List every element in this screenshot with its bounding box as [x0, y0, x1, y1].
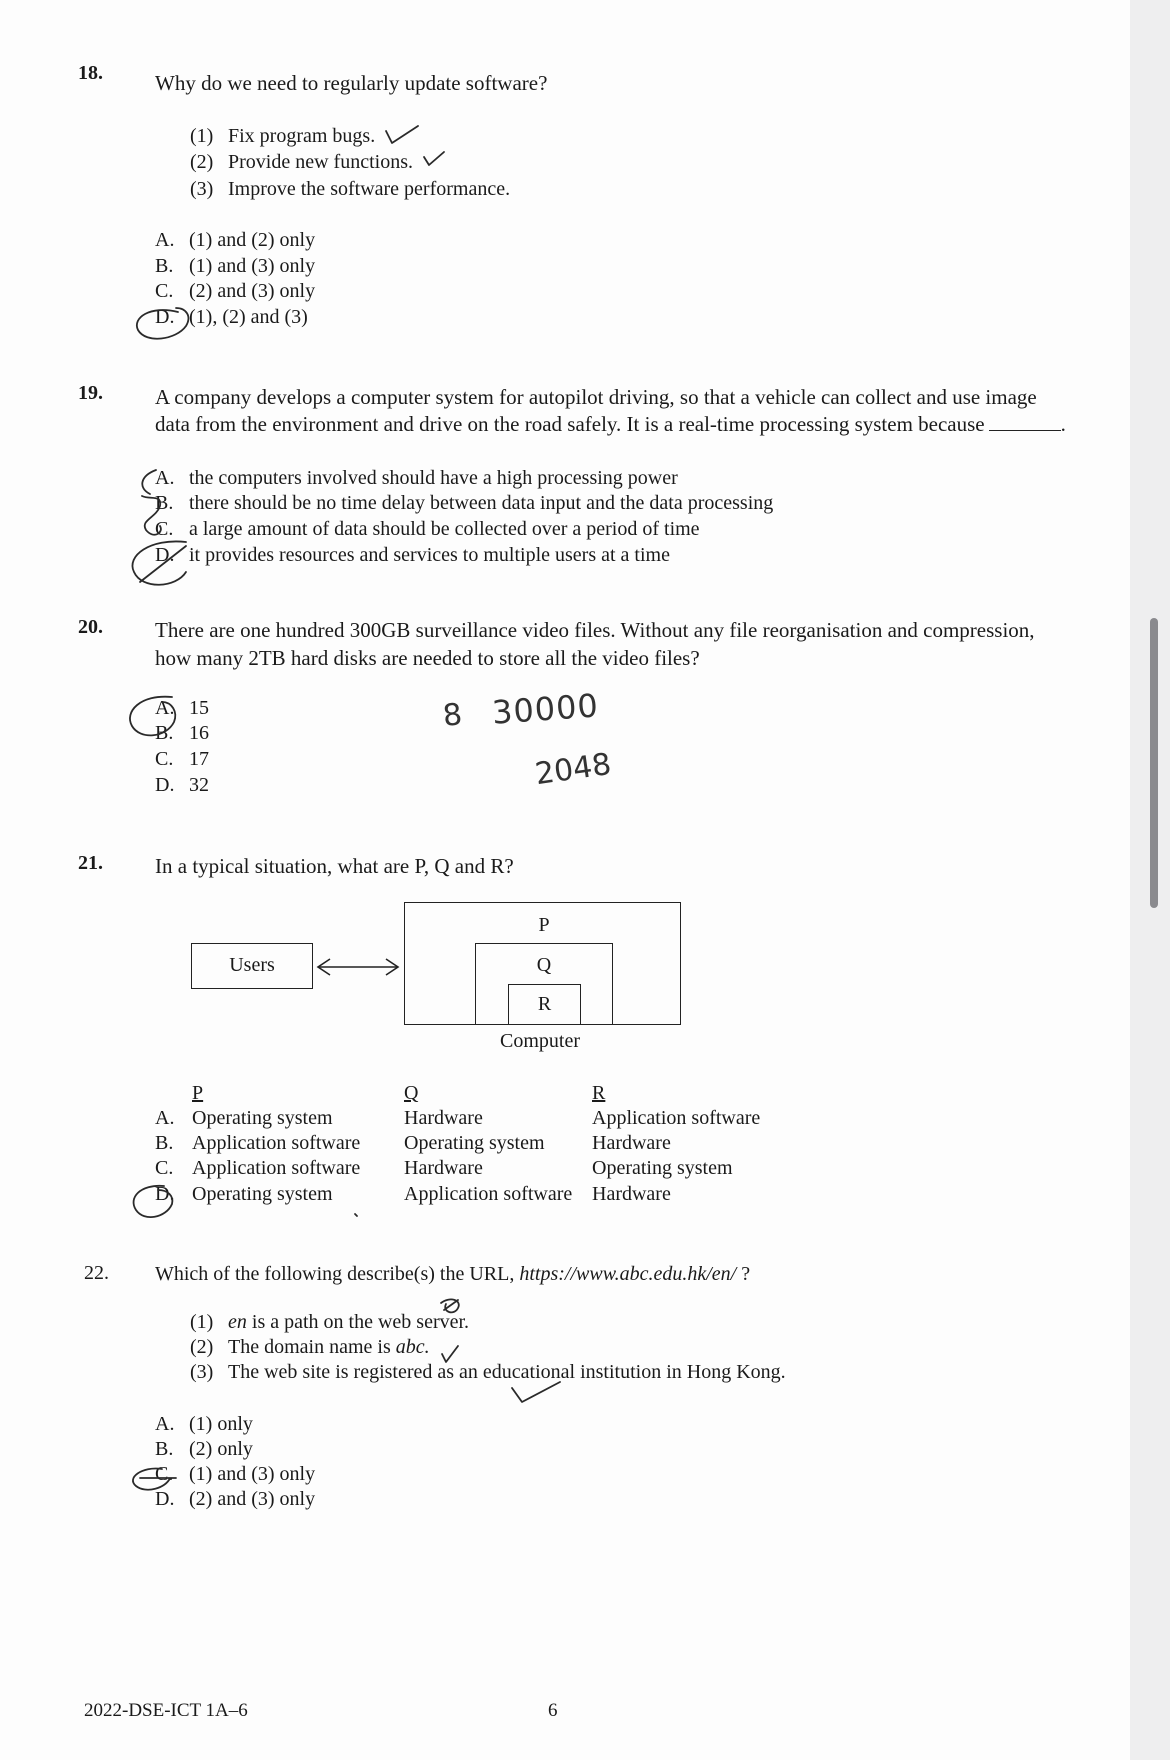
- check-mark-icon: [512, 1382, 560, 1402]
- option: C. (1) and (3) only: [155, 1463, 316, 1485]
- question-text: In a typical situation, what are P, Q and R?: [155, 854, 514, 878]
- question-text: There are one hundred 300GB surveillance video files. Without any file reorganisation and compression,: [155, 618, 1035, 642]
- option: B. there should be no time delay between data input and the data processing: [155, 492, 774, 514]
- option: C. 17: [155, 748, 209, 770]
- question-text: how many 2TB hard disks are needed to store all the video files?: [155, 646, 700, 670]
- url-text: https://www.abc.edu.hk/en/: [519, 1263, 737, 1285]
- question-number: 22.: [84, 1262, 109, 1284]
- option: A. 15: [155, 697, 209, 719]
- option: B. (2) only: [155, 1438, 253, 1460]
- users-box: Users: [191, 943, 313, 989]
- option: B. (1) and (3) only: [155, 255, 316, 277]
- column-header: Q: [404, 1082, 419, 1104]
- exam-page: 18. Why do we need to regularly update software? (1) Fix program bugs. (2) Provide new functions. (3) Improve the software performance. A. (1) and (2) only B. (1) and (3) only C. (2) and (3) only D. (1), (2) and (3) 19. A company develops a computer system for autopilot driving, so that a vehicle can collect and use image data from the environment and drive on the road safely. It is a real-time processing system because . A. the computers involved should have a high processing power B. there should be no time delay between data input and the data processing C. a large amount of data should be collected over a period of time D. it provides resources and services to multiple users at a time 20. There are one hundred 300GB surveillance video files. Without any file reorganisation and compression, how many 2TB hard disks are needed to store all the video files? A. 15 B. 16 C. 17 D. 32 8 30000 2048 21. In a typical situation, what are P, Q and R? Users P Q R Computer P Q R A. Operating system Hardware Application software B. Application software Operating system Hardware C. Application software Hardware Operating system D. Operating system Application software Hardware 22. Which of the following describe(s) the URL, https://www.abc.edu.hk/en/ ? (1) en is a path on the web server. (2) The domain name is abc. (3) The web site is registered as an educational institution in Hong Kong. A. (1) only B. (2) only C. (1) and (3) only D. (2) and (3) only 2022-DSE-ICT 1A–6 6: [0, 0, 1130, 1760]
- question-text: Which of the following describe(s) the URL, https://www.abc.edu.hk/en/ ?: [155, 1263, 751, 1285]
- r-box: R: [508, 984, 581, 1025]
- statement: (1) en is a path on the web server.: [190, 1311, 470, 1333]
- statement: (2) Provide new functions.: [190, 151, 413, 173]
- option: A. the computers involved should have a high processing power: [155, 467, 678, 489]
- option: D. 32: [155, 774, 209, 796]
- option: D. (1), (2) and (3): [155, 306, 308, 328]
- diagram-label-q: Q: [536, 954, 552, 976]
- column-header: P: [192, 1082, 204, 1104]
- question-text: data from the environment and drive on the road safely. It is a real-time processing system because .: [155, 412, 1066, 436]
- column-header: R: [592, 1082, 606, 1104]
- option: D. (2) and (3) only: [155, 1488, 316, 1510]
- ink-dot: [355, 1214, 357, 1216]
- option: D. it provides resources and services to multiple users at a time: [155, 544, 670, 566]
- option: C. a large amount of data should be collected over a period of time: [155, 518, 700, 540]
- option: B. 16: [155, 722, 209, 744]
- question-text: Why do we need to regularly update software?: [155, 71, 548, 95]
- check-mark-icon: [424, 152, 444, 165]
- question-number: 20.: [78, 616, 103, 638]
- statement: (3) Improve the software performance.: [190, 178, 511, 200]
- question-number: 19.: [78, 382, 103, 404]
- exam-code: 2022-DSE-ICT 1A–6: [84, 1700, 248, 1721]
- option: A. (1) only: [155, 1413, 253, 1435]
- statement: (1) Fix program bugs.: [190, 125, 376, 147]
- diagram-label-p: P: [538, 914, 550, 936]
- option: C. (2) and (3) only: [155, 280, 316, 302]
- scrollbar[interactable]: [1130, 0, 1170, 1760]
- scrollbar-thumb[interactable]: [1150, 618, 1158, 908]
- question-number: 18.: [78, 62, 103, 84]
- handwritten-note: 8: [441, 697, 464, 734]
- computer-label: Computer: [500, 1030, 580, 1052]
- handwritten-note: 2048: [532, 746, 614, 793]
- option: A. (1) and (2) only: [155, 229, 316, 251]
- check-mark-icon: [386, 126, 418, 143]
- statement: (3) The web site is registered as an educational institution in Hong Kong.: [190, 1361, 786, 1383]
- page-number: 6: [548, 1700, 558, 1721]
- question-number: 21.: [78, 852, 103, 874]
- question-text: A company develops a computer system for autopilot driving, so that a vehicle can collect and use image: [155, 385, 1037, 409]
- handwritten-note: 30000: [490, 686, 600, 732]
- answer-blank: [989, 430, 1061, 431]
- statement: (2) The domain name is abc.: [190, 1336, 430, 1358]
- bidirectional-arrow-icon: [314, 956, 404, 978]
